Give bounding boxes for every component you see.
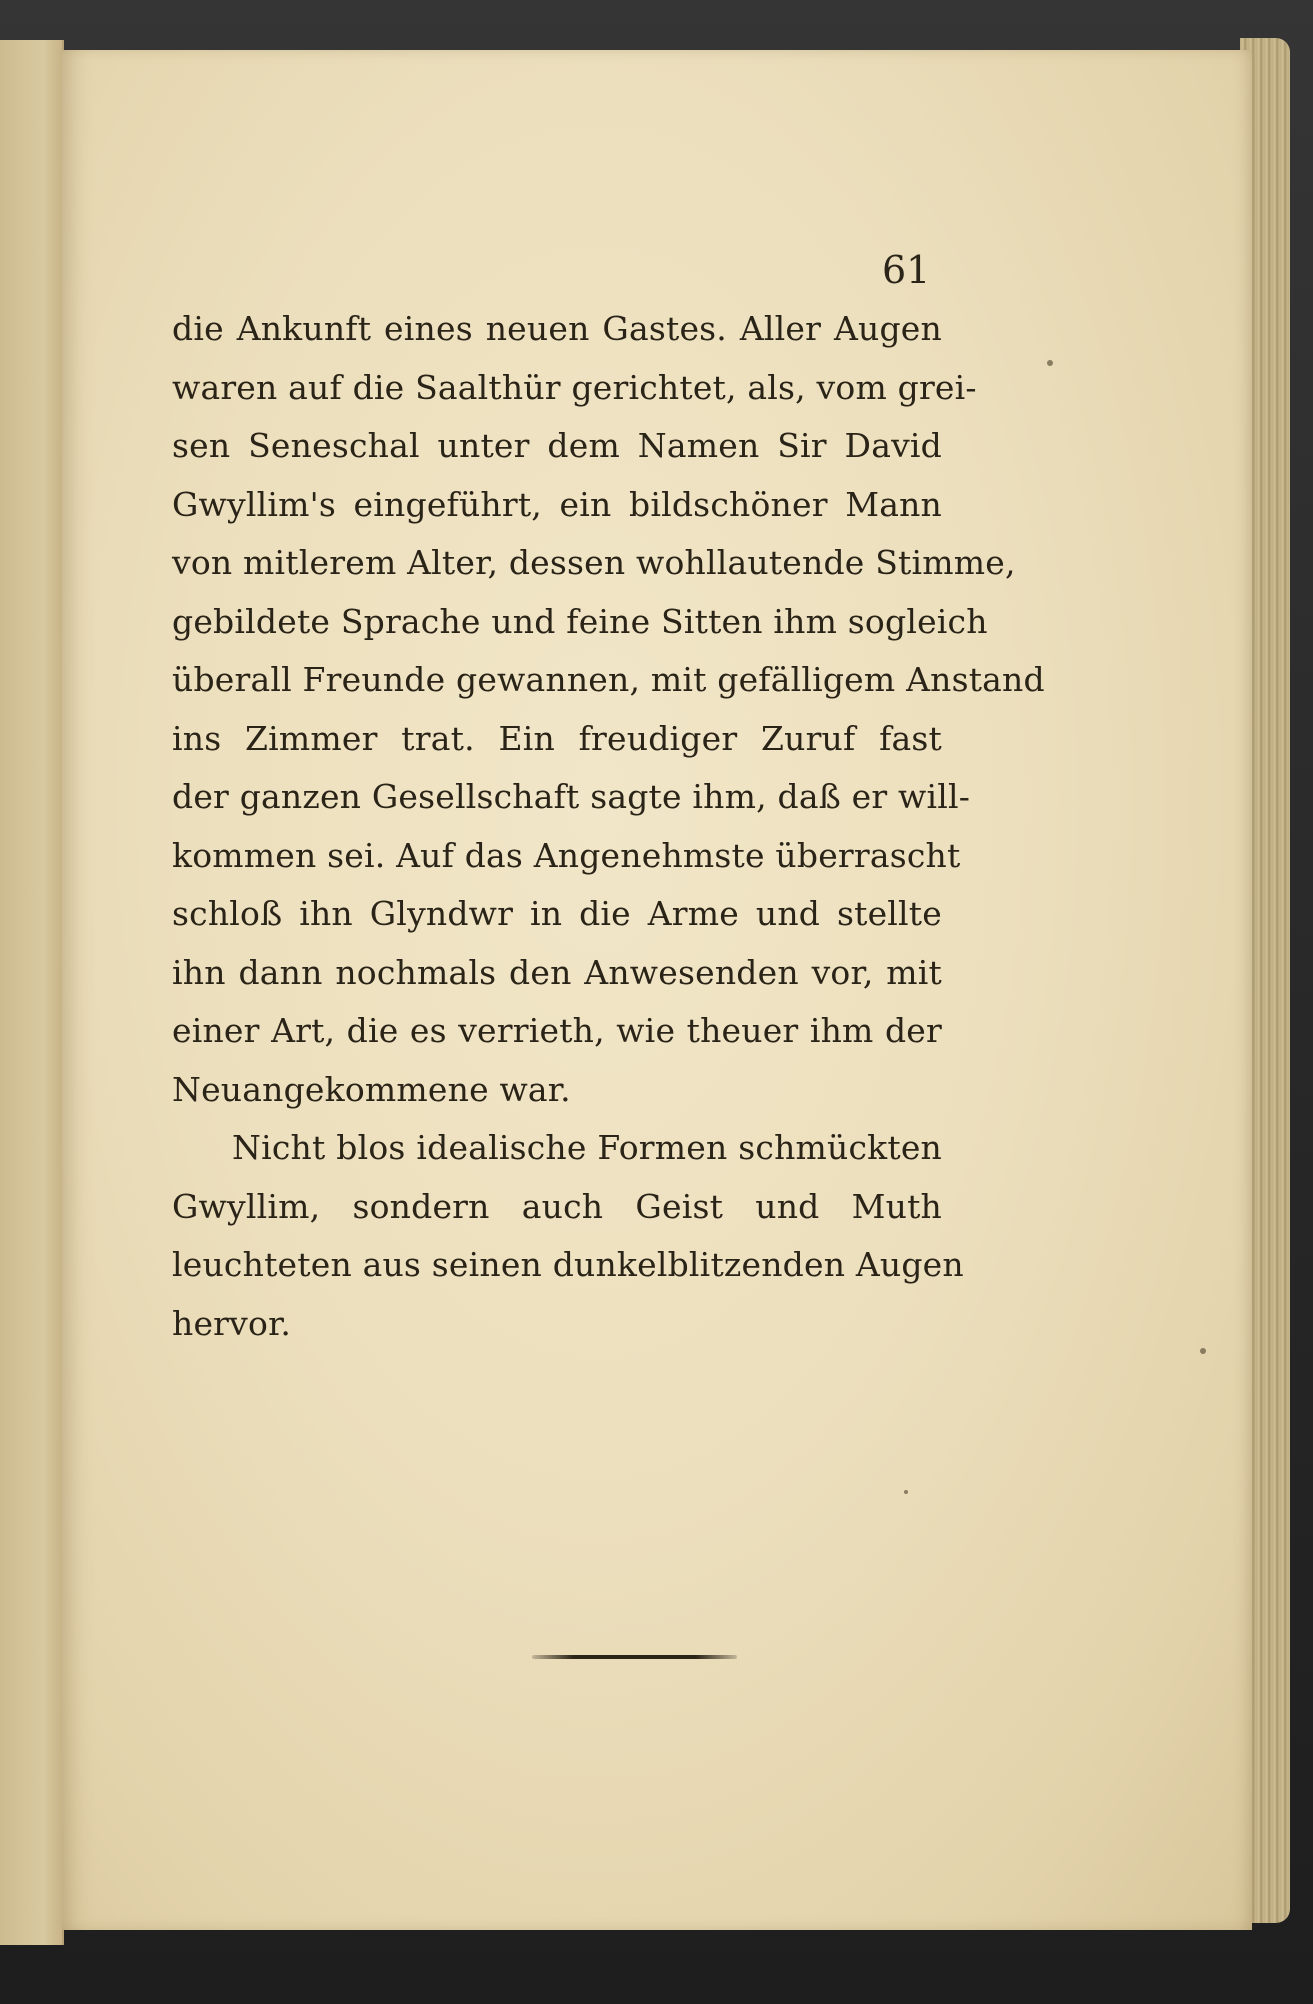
text-line: der ganzen Gesellschaft sagte ihm, daß er will-: [172, 777, 971, 816]
book-page: [62, 50, 1252, 1930]
paper-speck: [904, 1490, 908, 1494]
text-line: Neuangekommene war.: [172, 1069, 571, 1109]
text-line: gebildete Sprache und feine Sitten ihm sogleich: [172, 601, 988, 641]
text-line: Gwyllim, sondern auch Geist und Muth: [172, 1186, 942, 1226]
page-number: 61: [882, 248, 931, 292]
body-text: [172, 300, 1045, 1353]
text-line: hervor.: [172, 1303, 292, 1343]
previous-page-edge: [0, 40, 64, 1945]
text-line: die Ankunft eines neuen Gastes. Aller Augen: [172, 309, 942, 348]
text-line: waren auf die Saalthür gerichtet, als, vom grei-: [172, 367, 977, 407]
text-line: leuchteten aus seinen dunkelblitzenden Augen: [172, 1245, 964, 1284]
section-divider-rule: [532, 1655, 737, 1659]
text-line: Gwyllim's eingeführt, ein bildschöner Mann: [172, 484, 942, 524]
text-line: ihn dann nochmals den Anwesenden vor, mit: [172, 952, 942, 992]
text-line: ins Zimmer trat. Ein freudiger Zuruf fast: [172, 718, 942, 758]
text-line: von mitlerem Alter, dessen wohllautende Stimme,: [172, 543, 1016, 582]
text-line: einer Art, die es verrieth, wie theuer ihm der: [172, 1011, 942, 1050]
paper-speck: [1200, 1348, 1206, 1354]
text-line: Nicht blos idealische Formen schmückten: [232, 1128, 942, 1167]
text-line: kommen sei. Auf das Angenehmste überrascht: [172, 835, 961, 875]
text-line: überall Freunde gewannen, mit gefälligem Anstand: [172, 660, 1045, 699]
text-line: sen Seneschal unter dem Namen Sir David: [172, 426, 942, 465]
text-line: schloß ihn Glyndwr in die Arme und stellte: [172, 894, 942, 933]
paper-speck: [1047, 360, 1053, 366]
